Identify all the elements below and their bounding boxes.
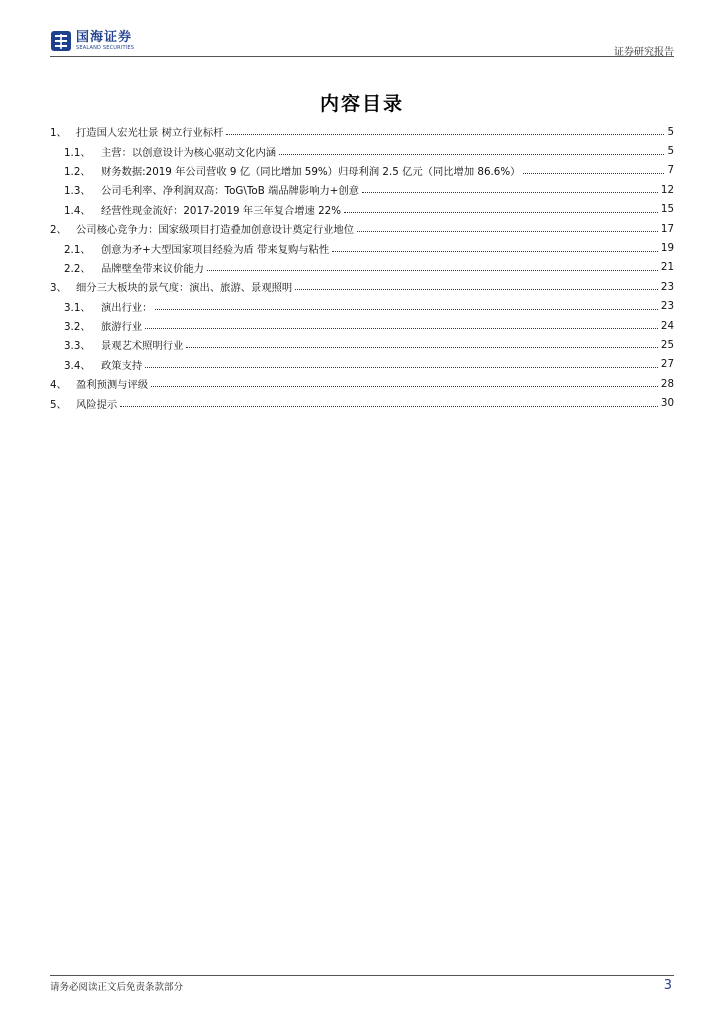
toc-dot-leader <box>186 347 658 348</box>
page-header <box>50 30 674 57</box>
toc-entry-page: 30 <box>660 397 674 410</box>
footer-disclaimer: 请务必阅读正文后免责条款部分 <box>50 982 184 993</box>
toc-entry-label: 政策支持 <box>101 359 143 372</box>
report-type-label: 证券研究报告 <box>614 47 674 58</box>
toc-entry-page: 28 <box>660 377 674 390</box>
toc-entry[interactable] <box>50 258 674 277</box>
toc-entry[interactable] <box>50 374 674 393</box>
toc-entry[interactable] <box>50 393 674 412</box>
toc-entry-number: 2、 <box>50 224 67 237</box>
toc-entry[interactable] <box>50 141 674 160</box>
toc-entry-label: 创意为矛+大型国家项目经验为盾 带来复购与粘性 <box>101 243 330 256</box>
toc-dot-leader <box>155 309 657 310</box>
toc-entry-label: 公司核心竞争力：国家级项目打造叠加创意设计奠定行业地位 <box>76 224 355 237</box>
sealand-logo-icon <box>50 30 72 52</box>
toc-entry-number: 1、 <box>50 127 67 140</box>
toc-entry-label: 细分三大板块的景气度：演出、旅游、景观照明 <box>76 282 293 295</box>
toc-entry-page: 17 <box>660 222 674 235</box>
toc-entry-page: 23 <box>660 280 674 293</box>
toc-entry-label: 品牌壁垒带来议价能力 <box>101 262 204 275</box>
toc-dot-leader <box>344 212 658 213</box>
toc-dot-leader <box>120 406 658 407</box>
toc-entry-page: 15 <box>660 203 674 216</box>
toc-entry-page: 23 <box>660 300 674 313</box>
toc-entry-page: 25 <box>660 338 674 351</box>
toc-entry[interactable] <box>50 355 674 374</box>
toc-entry-label: 财务数据:2019 年公司营收 9 亿（同比增加 59%）归母利润 2.5 亿元（同比增加 86.6%） <box>101 165 521 178</box>
toc-entry-label: 盈利预测与评级 <box>76 379 149 392</box>
toc-entry-label: 旅游行业 <box>101 321 143 334</box>
toc-entry-number: 5、 <box>50 398 67 411</box>
toc-entry-number: 4、 <box>50 379 67 392</box>
footer-divider <box>50 975 674 976</box>
company-logo <box>50 30 134 52</box>
toc-entry-number: 1.3、 <box>64 185 91 198</box>
table-of-contents <box>50 122 674 413</box>
toc-entry-number: 2.2、 <box>64 262 91 275</box>
toc-entry[interactable] <box>50 238 674 257</box>
toc-dot-leader <box>332 251 658 252</box>
toc-entry-number: 3.2、 <box>64 321 91 334</box>
logo-english-name: SEALAND SECURITIES <box>76 45 135 51</box>
toc-dot-leader <box>357 231 658 232</box>
toc-entry-label: 主营：以创意设计为核心驱动文化内涵 <box>101 146 277 159</box>
toc-entry-number: 1.4、 <box>64 204 91 217</box>
toc-dot-leader <box>151 386 658 387</box>
toc-entry-page: 21 <box>660 261 674 274</box>
toc-dot-leader <box>145 367 658 368</box>
toc-entry-label: 景观艺术照明行业 <box>101 340 184 353</box>
toc-dot-leader <box>226 134 664 135</box>
toc-entry-page: 7 <box>667 164 674 177</box>
toc-entry-number: 3.3、 <box>64 340 91 353</box>
page-number: 3 <box>663 978 672 993</box>
toc-entry-page: 12 <box>660 183 674 196</box>
toc-entry-number: 3.4、 <box>64 359 91 372</box>
toc-title: 内容目录 <box>319 93 404 115</box>
toc-entry-label: 公司毛利率、净利润双高：ToG\ToB 端品牌影响力+创意 <box>101 185 360 198</box>
toc-entry[interactable] <box>50 122 674 141</box>
toc-dot-leader <box>523 173 664 174</box>
toc-entry-page: 5 <box>667 145 674 158</box>
toc-entry-number: 3、 <box>50 282 67 295</box>
toc-dot-leader <box>362 192 658 193</box>
toc-entry-label: 打造国人宏光壮景 树立行业标杆 <box>76 127 224 140</box>
logo-chinese-name: 国海证券 <box>76 30 133 45</box>
toc-entry[interactable] <box>50 200 674 219</box>
toc-entry-page: 5 <box>667 125 674 138</box>
toc-entry-page: 27 <box>660 358 674 371</box>
toc-entry-number: 1.2、 <box>64 165 91 178</box>
toc-dot-leader <box>295 289 658 290</box>
toc-entry-number: 3.1、 <box>64 301 91 314</box>
toc-dot-leader <box>145 328 658 329</box>
toc-entry-page: 24 <box>660 319 674 332</box>
toc-entry[interactable] <box>50 277 674 296</box>
toc-dot-leader <box>207 270 658 271</box>
toc-entry-label: 风险提示 <box>76 398 118 411</box>
toc-entry-page: 19 <box>660 242 674 255</box>
toc-entry[interactable] <box>50 161 674 180</box>
toc-entry-number: 2.1、 <box>64 243 91 256</box>
toc-entry[interactable] <box>50 180 674 199</box>
toc-entry-label: 经营性现金流好：2017-2019 年三年复合增速 22% <box>101 204 342 217</box>
toc-entry[interactable] <box>50 219 674 238</box>
toc-entry-label: 演出行业： <box>101 301 153 314</box>
toc-entry[interactable] <box>50 335 674 354</box>
toc-dot-leader <box>279 154 664 155</box>
toc-entry[interactable] <box>50 316 674 335</box>
toc-entry-number: 1.1、 <box>64 146 91 159</box>
toc-entry[interactable] <box>50 297 674 316</box>
header-divider <box>50 56 674 57</box>
